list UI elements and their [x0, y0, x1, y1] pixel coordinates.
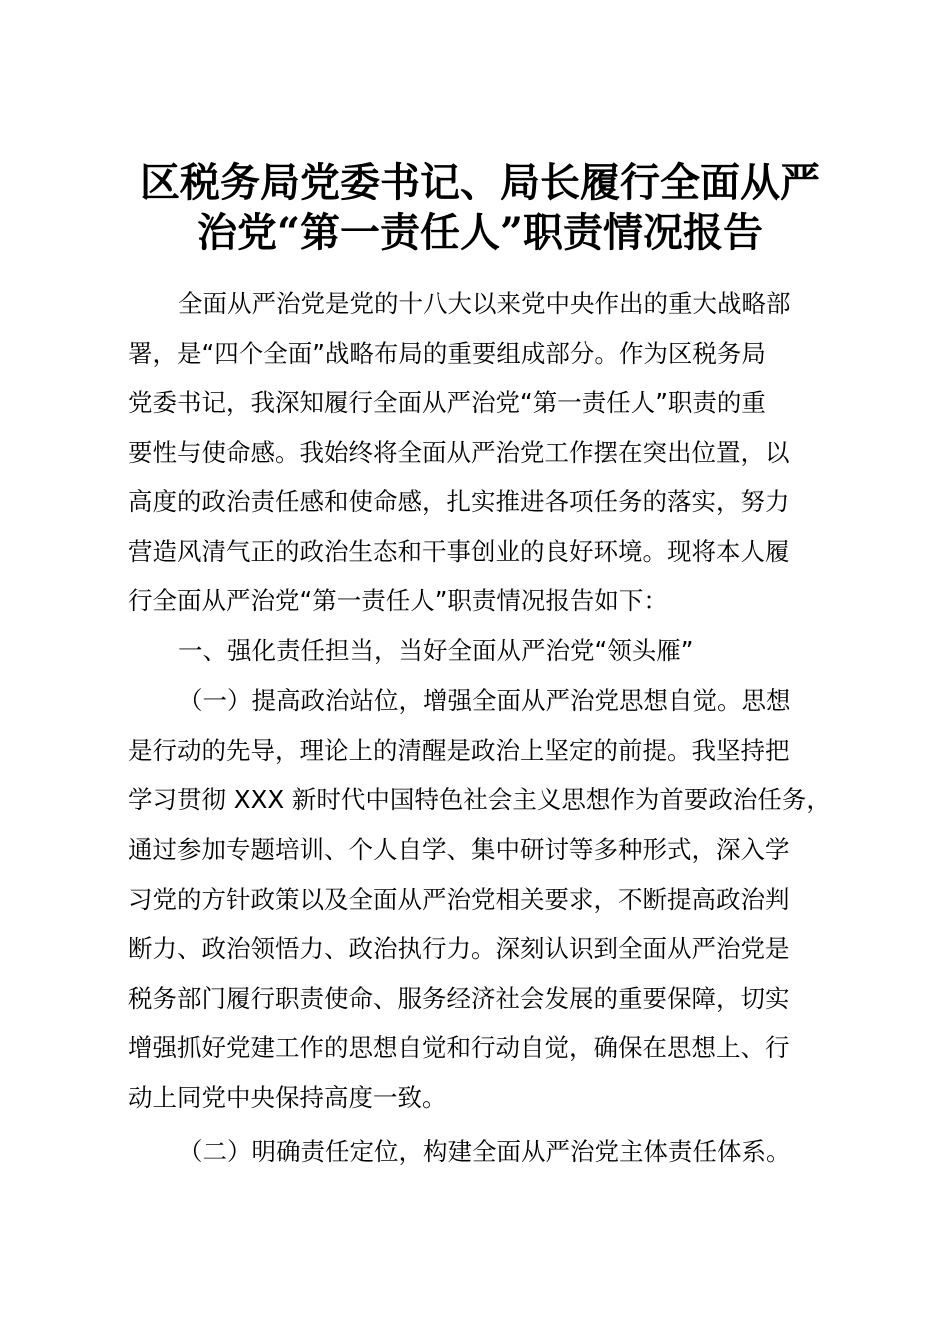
- paragraph-line: 行全面从严治党“第一责任人”职责情况报告如下：: [128, 586, 668, 615]
- paragraph-line: 断力、政治领悟力、政治执行力。深刻认识到全面从严治党是: [128, 934, 790, 963]
- section-heading: 一、强化责任担当，当好全面从严治党“领头雁”: [178, 636, 694, 665]
- paragraph-line: 署，是“四个全面”战略布局的重要组成部分。作为区税务局: [128, 339, 766, 368]
- paragraph-line: （一）提高政治站位，增强全面从严治党思想自觉。思想: [178, 686, 791, 715]
- paragraph-line: 高度的政治责任感和使命感，扎实推进各项任务的落实，努力: [128, 487, 790, 516]
- paragraph-line: （二）明确责任定位，构建全面从严治党主体责任体系。: [178, 1137, 791, 1166]
- paragraph-line: 全面从严治党是党的十八大以来党中央作出的重大战略部: [178, 289, 791, 318]
- paragraph-line: 税务部门履行职责使命、服务经济社会发展的重要保障，切实: [128, 984, 790, 1013]
- paragraph-line: 学习贯彻 XXX 新时代中国特色社会主义思想作为首要政治任务，: [128, 785, 831, 814]
- paragraph-line: 通过参加专题培训、个人自学、集中研讨等多种形式，深入学: [128, 835, 790, 864]
- document-title-line-1: 区税务局党委书记、局长履行全面从严: [140, 159, 820, 206]
- paragraph-line: 习党的方针政策以及全面从严治党相关要求，不断提高政治判: [128, 885, 790, 914]
- paragraph-line: 党委书记，我深知履行全面从严治党“第一责任人”职责的重: [128, 388, 766, 417]
- paragraph-line: 是行动的先导，理论上的清醒是政治上坚定的前提。我坚持把: [128, 736, 790, 765]
- paragraph-line: 要性与使命感。我始终将全面从严治党工作摆在突出位置，以: [128, 438, 790, 467]
- paragraph-line: 营造风清气正的政治生态和干事创业的良好环境。现将本人履: [128, 537, 790, 566]
- paragraph-line: 动上同党中央保持高度一致。: [128, 1083, 447, 1112]
- paragraph-line: 增强抓好党建工作的思想自觉和行动自觉，确保在思想上、行: [128, 1033, 790, 1062]
- document-title-line-2: 治党“第一责任人”职责情况报告: [196, 209, 763, 256]
